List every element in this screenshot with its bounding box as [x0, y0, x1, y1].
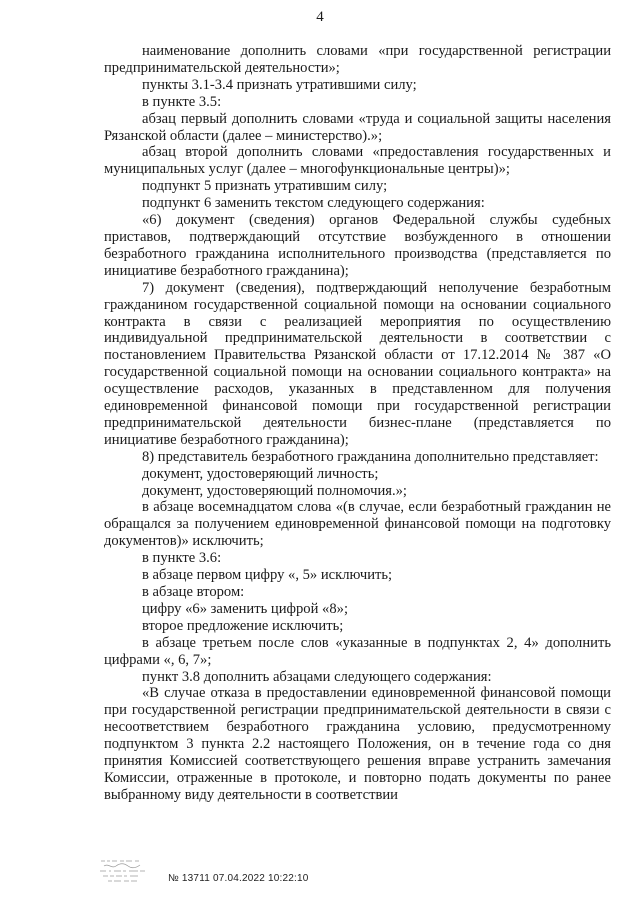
footer [98, 873, 498, 893]
paragraph: 7) документ (сведения), подтверждающий неполучение безработным гражданином государственной социальной помощи на основании социального контракта в связи с реализацией мероприятия по осуществлению индивидуальной предпринимательской деятельности в соответствии с постановлением Правительства Рязанской области от 17.12.2014 № 387 «О государственной социальной помощи на основании социального контракта» на осуществление расходов, указанных в представленном для получения единовременной финансовой помощи при государственной регистрации предпринимательской деятельности бизнес-плане (представляется по инициативе безработного гражданина); [104, 279, 611, 448]
paragraph: наименование дополнить словами «при государственной регистрации предпринимательской деятельности»; [104, 43, 611, 76]
paragraph: документ, удостоверяющий личность; [142, 465, 379, 482]
paragraph: в абзаце втором: [142, 584, 245, 600]
page-number: 4 [316, 9, 324, 25]
paragraph: подпункт 6 заменить текстом следующего содержания: [142, 195, 485, 212]
paragraph: «В случае отказа в предоставлении единовременной финансовой помощи при государственной регистрации предпринимательской деятельности в связи с несоответствием безработного гражданина условию, предусмотренному подпунктом 3 пункта 2.2 настоящего Положения, он в течение года со дня принятия Комиссией соответствующего решения вправе устранить замечания Комиссии, отраженные в протоколе, и повторно подать документы по ранее выбранному виду деятельности в соответствии [104, 685, 611, 803]
paragraph: в пункте 3.6: [142, 550, 222, 567]
paragraph: подпункт 5 признать утратившим силу; [142, 178, 388, 195]
paragraph: в абзаце первом цифру «, 5» исключить; [142, 567, 393, 584]
paragraph: второе предложение исключить; [142, 617, 344, 634]
paragraph: 8) представитель безработного гражданина дополнительно представляет: [142, 448, 599, 465]
registration-number: № 13711 07.04.2022 10:22:10 [168, 873, 309, 884]
document-body [104, 43, 611, 804]
paragraph: в абзаце третьем после слов «указанные в подпунктах 2, 4» дополнить цифрами «, 6, 7»; [104, 634, 611, 668]
paragraph: абзац второй дополнить словами «предоставления государственных и муниципальных услуг (далее – многофункциональные центры)»; [104, 144, 611, 178]
paragraph: в абзаце восемнадцатом слова «(в случае, если безработный гражданин не обращался за получением единовременной финансовой помощи на подготовку документов)» исключить; [104, 499, 611, 550]
paragraph: пункт 3.8 дополнить абзацами следующего содержания: [142, 668, 492, 685]
paragraph: пункты 3.1-3.4 признать утратившими силу; [142, 76, 417, 93]
paragraph: в пункте 3.5: [142, 93, 222, 110]
paragraph: цифру «6» заменить цифрой «8»; [142, 600, 348, 617]
paragraph: «6) документ (сведения) органов Федеральной службы судебных приставов, подтверждающий отсутствие возбужденного в отношении безработного гражданина исполнительного производства (представляется по инициативе безработного гражданина); [104, 212, 611, 279]
paragraph: документ, удостоверяющий полномочия.»; [142, 482, 407, 499]
paragraph: абзац первый дополнить словами «труда и социальной защиты населения Рязанской области (далее – министерство).»; [104, 110, 611, 144]
registration-stamp-icon [98, 853, 160, 887]
